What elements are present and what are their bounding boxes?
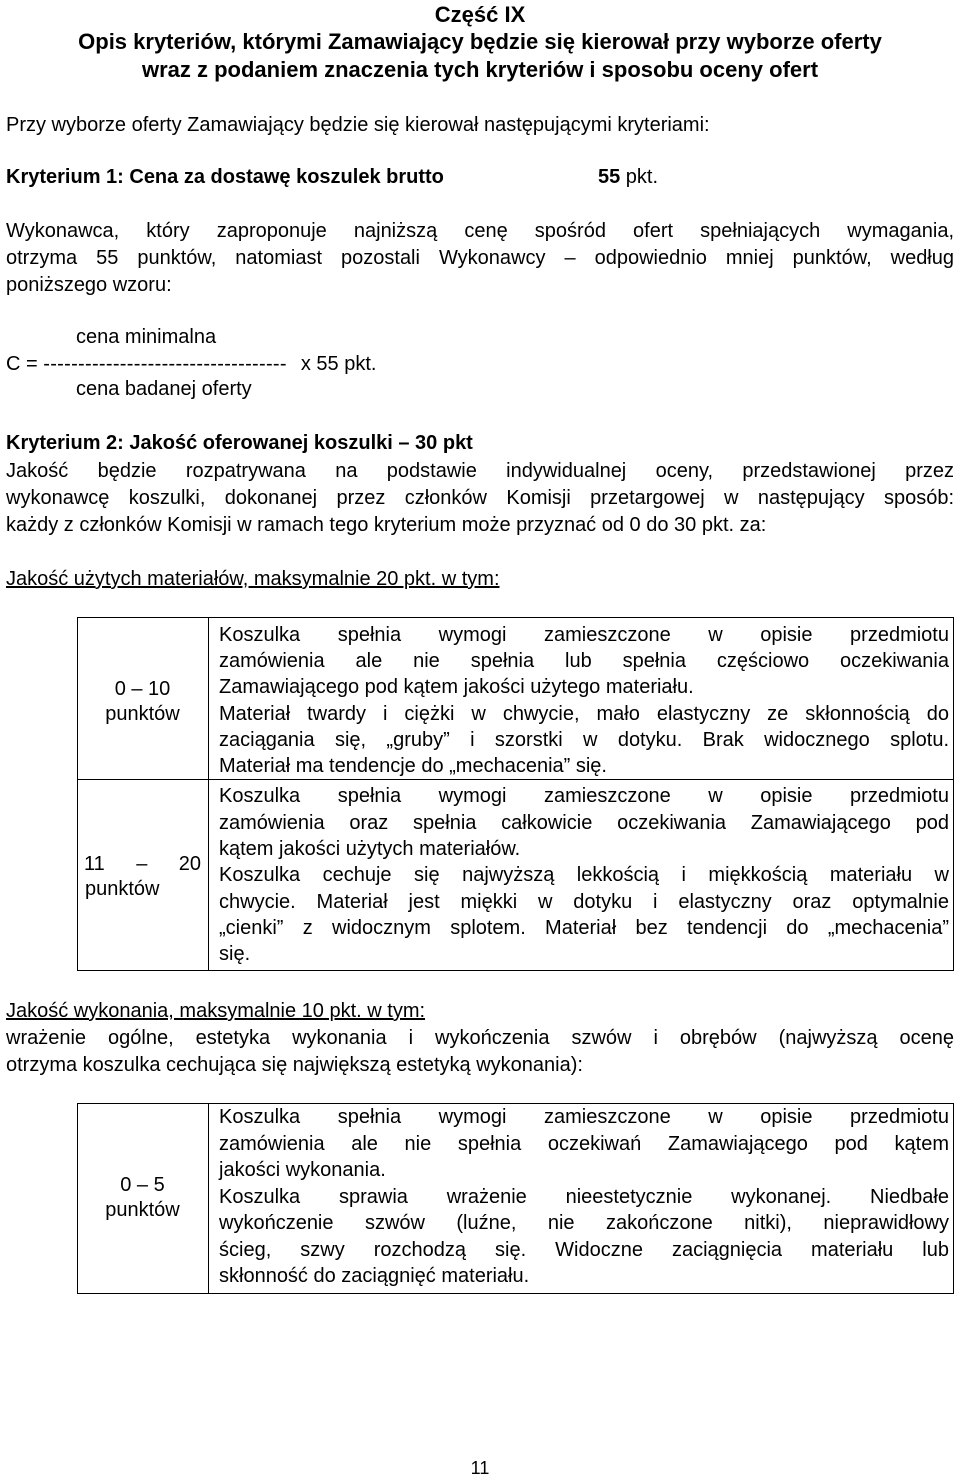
score-range-part: 11 bbox=[84, 853, 105, 875]
table-row-text: wykończenie szwów (luźne, nie zakończone nitki), nieprawidłowy bbox=[219, 1212, 949, 1234]
table-row-text: zamówienia ale nie spełnia lub spełnia częściowo oczekiwania bbox=[219, 650, 949, 672]
workmanship-para-line: wrażenie ogólne, estetyka wykonania i wykończenia szwów i obrębów (najwyższą ocenę bbox=[6, 1027, 954, 1049]
table-row-text: Koszulka spełnia wymogi zamieszczone w opisie przedmiotu bbox=[219, 785, 949, 807]
table-row-text: Koszulka spełnia wymogi zamieszczone w opisie przedmiotu bbox=[219, 624, 949, 646]
table-row-text: skłonność do zaciągnięć materiału. bbox=[219, 1265, 530, 1287]
table-row-text: Materiał twardy i ciężki w chwycie, mało elastyczny ze skłonnością do bbox=[219, 703, 949, 725]
criterion-2-title: Kryterium 2: Jakość oferowanej koszulki – 30 pkt bbox=[6, 432, 473, 454]
table-row-text: zamówienia oraz spełnia całkowicie oczekiwania Zamawiającego pod bbox=[219, 812, 949, 834]
score-unit: punktów bbox=[105, 1199, 180, 1221]
workmanship-para-line: otrzyma koszulka cechująca się największą estetyką wykonania): bbox=[6, 1054, 583, 1076]
score-range: 0 – 5 bbox=[120, 1174, 165, 1196]
criterion-2-para-line: każdy z członków Komisji w ramach tego kryterium może przyznać od 0 do 30 pkt. za: bbox=[6, 514, 767, 536]
table-divider bbox=[208, 1103, 209, 1294]
materials-heading: Jakość użytych materiałów, maksymalnie 20 pkt. w tym: bbox=[6, 568, 500, 590]
formula-fraction-bar: ----------------------------------- bbox=[43, 353, 287, 375]
table-row-text: jakości wykonania. bbox=[219, 1159, 386, 1181]
table-row-text: Koszulka sprawia wrażenie nieestetycznie wykonanej. Niedbałe bbox=[219, 1186, 949, 1208]
formula-line bbox=[6, 351, 376, 378]
criterion-1-para-line: otrzyma 55 punktów, natomiast pozostali Wykonawcy – odpowiednio mniej punktów, według bbox=[6, 247, 954, 269]
formula-rhs: x 55 pkt. bbox=[300, 353, 377, 375]
table-row-text: „cienki” z widocznym splotem. Materiał bez tendencji do „mechacenia” bbox=[219, 917, 949, 939]
table-row-text: Koszulka spełnia wymogi zamieszczone w opisie przedmiotu bbox=[219, 1106, 949, 1128]
section-title-line-1: Opis kryteriów, którymi Zamawiający będzie się kierował przy wyborze oferty bbox=[78, 29, 882, 54]
table-row-text: chwycie. Materiał jest miękki w dotyku i elastyczny oraz optymalnie bbox=[219, 891, 949, 913]
table-row-text: kątem jakości użytych materiałów. bbox=[219, 838, 521, 860]
score-range-part: 20 bbox=[178, 853, 201, 875]
criterion-2-para-line: Jakość będzie rozpatrywana na podstawie indywidualnej oceny, przedstawionej przez bbox=[6, 460, 954, 482]
table-row-text: zaciągania się, „gruby” i szorstki w dotyku. Brak widocznego splotu. bbox=[219, 729, 949, 751]
criterion-1-para-line: poniższego wzoru: bbox=[6, 274, 172, 296]
criterion-1-points bbox=[598, 164, 658, 191]
table-row-text: Materiał ma tendencje do „mechacenia” się. bbox=[219, 755, 607, 777]
formula-denominator: cena badanej oferty bbox=[76, 378, 252, 400]
table-row-text: Zamawiającego pod kątem jakości użytego materiału. bbox=[219, 676, 694, 698]
criterion-1-points-unit: pkt. bbox=[620, 166, 659, 188]
table-row-text: zamówienia ale nie spełnia oczekiwań Zamawiającego pod kątem bbox=[219, 1133, 949, 1155]
table-divider bbox=[208, 617, 209, 971]
score-range bbox=[77, 851, 208, 878]
formula-lhs: C = bbox=[6, 353, 44, 375]
score-unit: punktów bbox=[85, 878, 160, 900]
criterion-1-points-value: 55 bbox=[598, 166, 621, 188]
table-row-text: ścieg, szwy rozchodzą się. Widoczne zaciągnięcia materiału lub bbox=[219, 1239, 949, 1261]
score-unit: punktów bbox=[105, 703, 180, 725]
workmanship-heading: Jakość wykonania, maksymalnie 10 pkt. w tym: bbox=[6, 1000, 426, 1022]
criterion-2-para-line: wykonawcę koszulki, dokonanej przez członków Komisji przetargowej w następujący sposób: bbox=[6, 487, 954, 509]
page-number: 11 bbox=[470, 1458, 490, 1478]
table-row-text: się. bbox=[219, 943, 251, 965]
criterion-1-title: Kryterium 1: Cena za dostawę koszulek brutto bbox=[6, 166, 444, 188]
score-range: 0 – 10 bbox=[114, 678, 171, 700]
formula-numerator: cena minimalna bbox=[76, 326, 217, 348]
section-title-line-2: wraz z podaniem znaczenia tych kryteriów i sposobu oceny ofert bbox=[141, 57, 819, 82]
table-row-text: Koszulka cechuje się najwyższą lekkością i miękkością materiału w bbox=[219, 864, 949, 886]
part-heading: Część IX bbox=[434, 2, 526, 27]
score-range-part: – bbox=[136, 853, 148, 875]
intro-text: Przy wyborze oferty Zamawiający będzie się kierował następującymi kryteriami: bbox=[6, 114, 710, 136]
criterion-1-para-line: Wykonawca, który zaproponuje najniższą cenę spośród ofert spełniających wymagania, bbox=[6, 220, 954, 242]
